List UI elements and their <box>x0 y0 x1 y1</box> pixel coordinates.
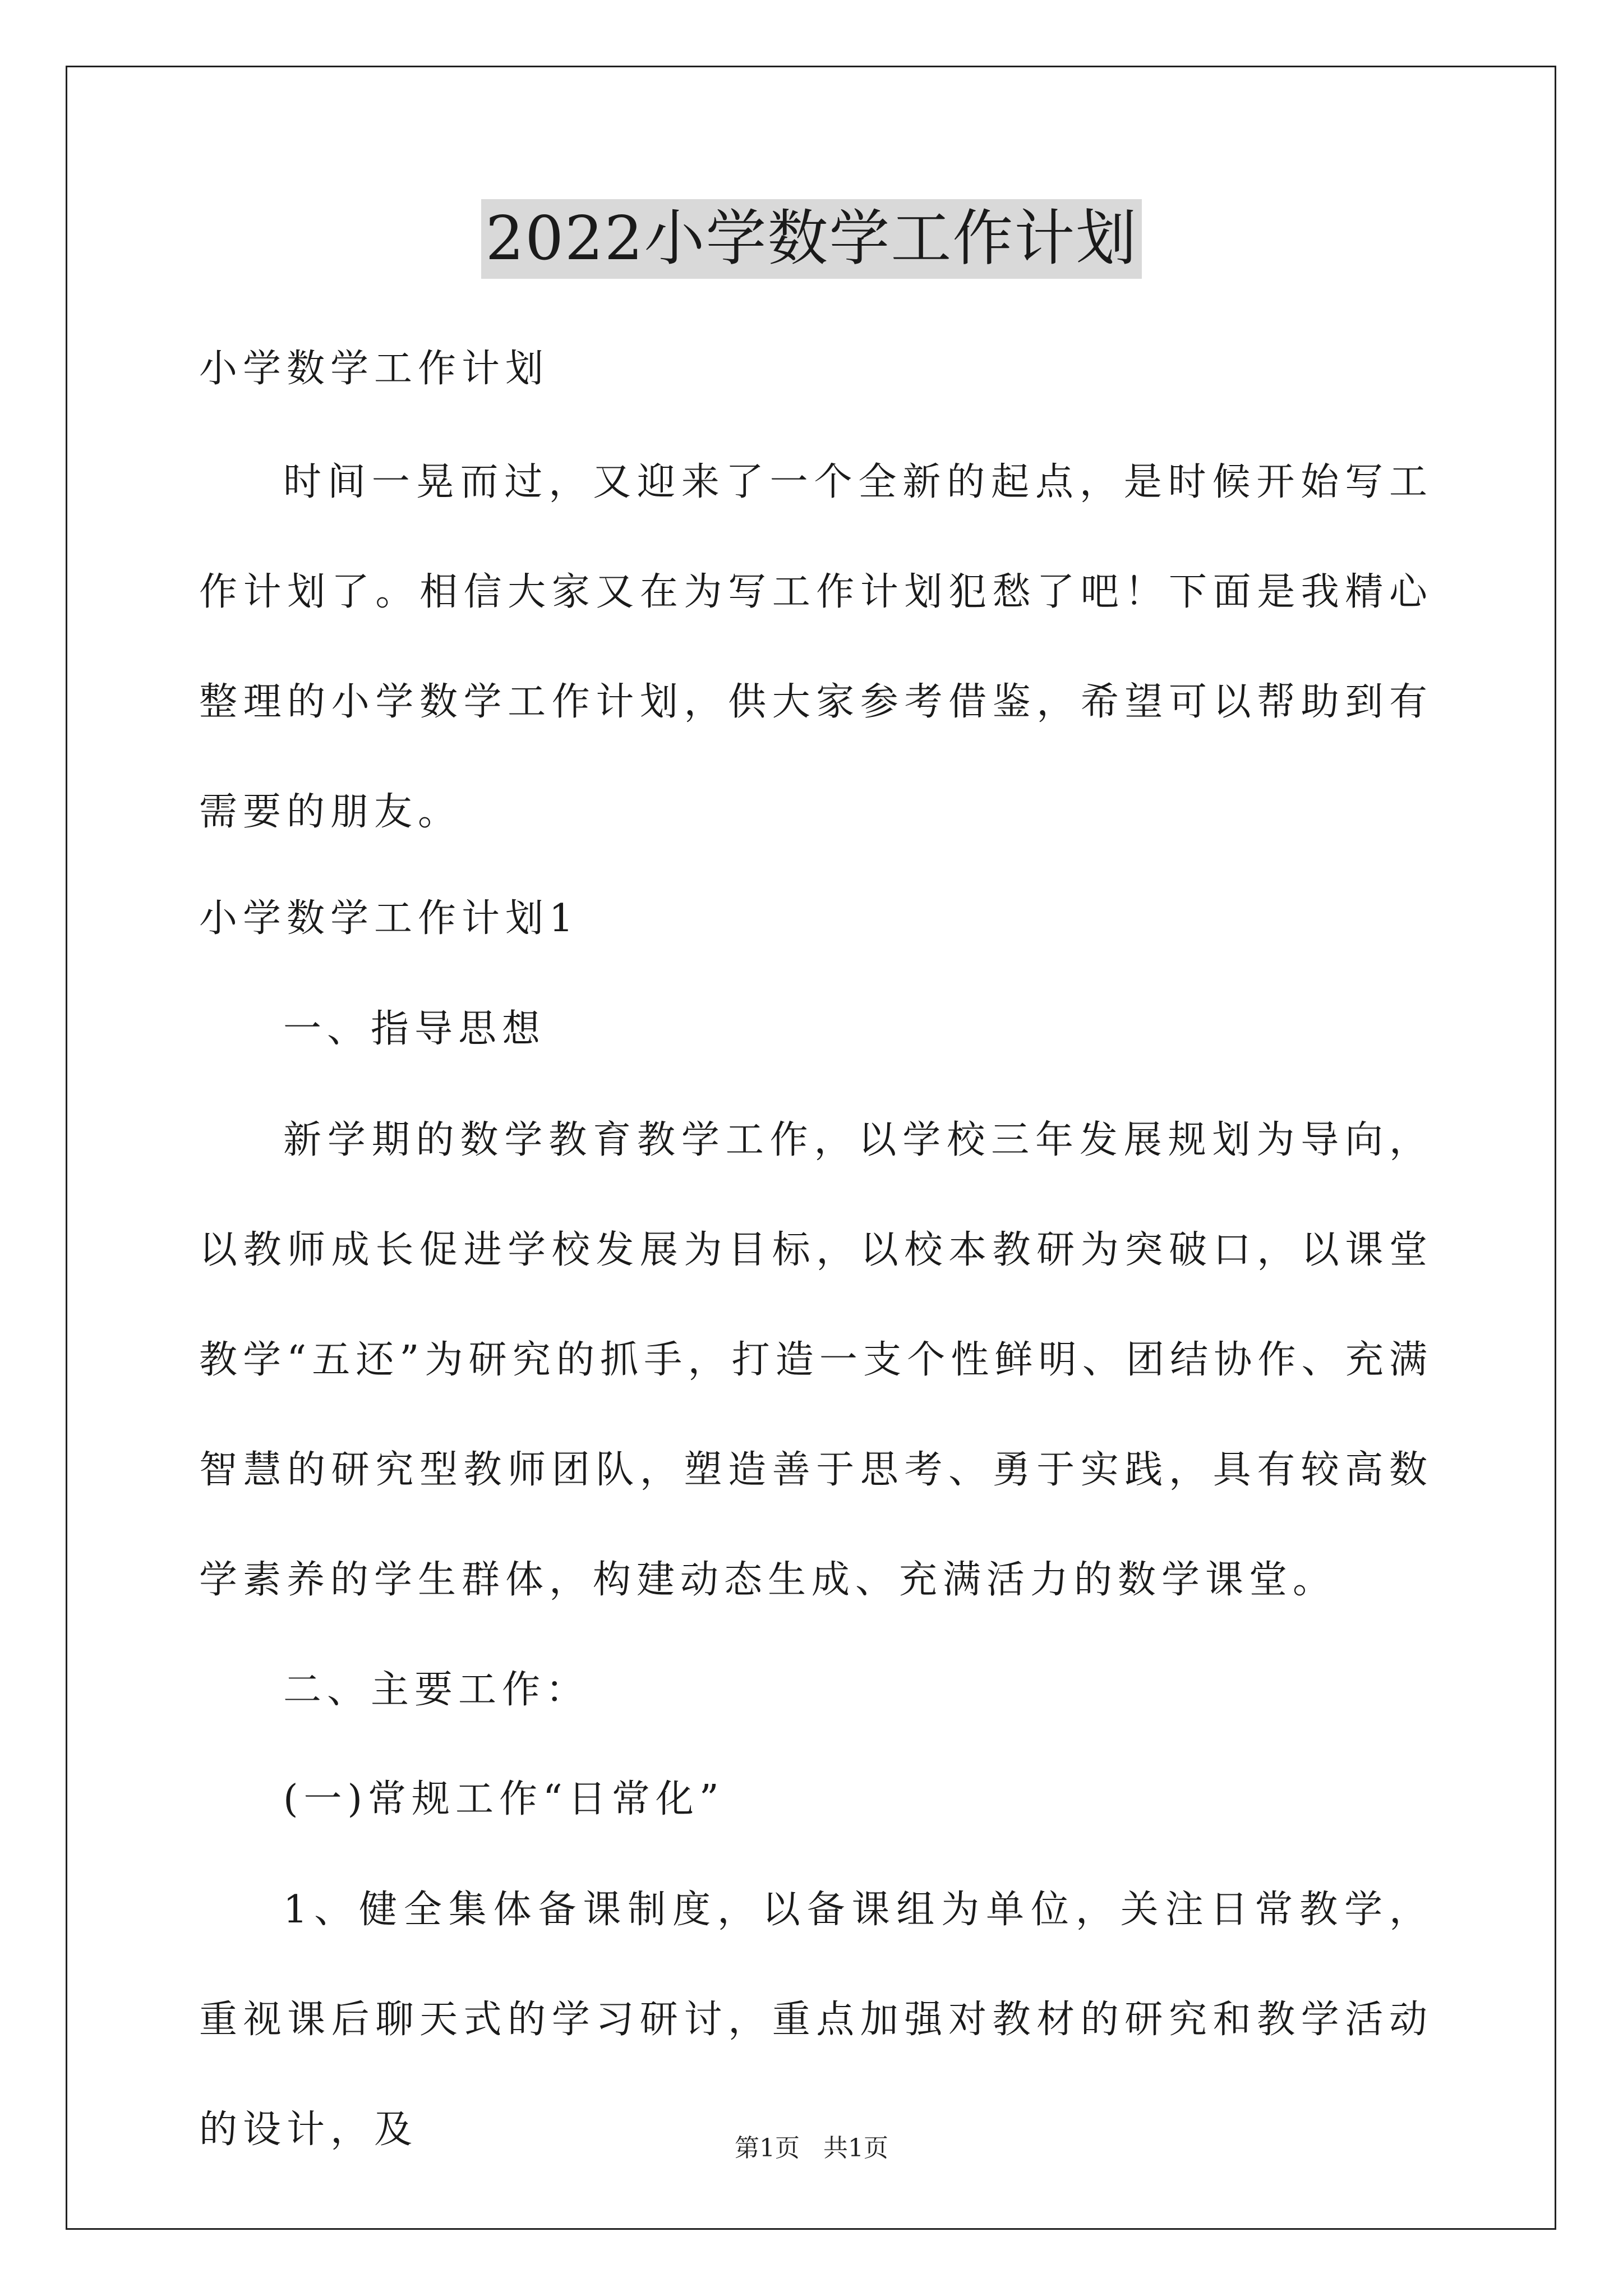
page-number-total: 共1页 <box>823 2134 888 2162</box>
subsection-heading-routine-work: (一)常规工作“日常化” <box>283 1777 725 1821</box>
document-title: 2022小学数学工作计划 <box>481 199 1142 279</box>
section-heading-main-work: 二、主要工作： <box>283 1668 590 1712</box>
paragraph-intro: 时间一晃而过，又迎来了一个全新的起点，是时候开始写工作计划了。相信大家又在为写工作计划犯愁了吧！下面是我精心整理的小学数学工作计划，供大家参考借鉴，希望可以帮助到有需要的朋友。 <box>199 460 1433 834</box>
page-number-current: 第1页 <box>735 2134 800 2162</box>
section-heading-guiding-ideology: 一、指导思想 <box>283 1007 546 1051</box>
paragraph-guiding-ideology: 新学期的数学教育教学工作，以学校三年发展规划为导向，以教师成长促进学校发展为目标，以校本教研为突破口，以课堂教学“五还”为研究的抓手，打造一支个性鲜明、团结协作、充满智慧的研究型教师团队，塑造善于思考、勇于实践，具有较高数学素养的学生群体，构建动态生成、充满活力的数学课堂。 <box>199 1118 1433 1602</box>
paragraph-subtitle: 小学数学工作计划 <box>199 347 550 391</box>
paragraph-plan-heading: 小学数学工作计划1 <box>199 896 579 941</box>
title-container <box>0 199 1623 279</box>
paragraph-item-1: 1、健全集体备课制度，以备课组为单位，关注日常教学，重视课后聊天式的学习研讨，重点加强对教材的研究和教学活动的设计，及 <box>199 1888 1433 2152</box>
page-footer <box>0 2132 1623 2165</box>
